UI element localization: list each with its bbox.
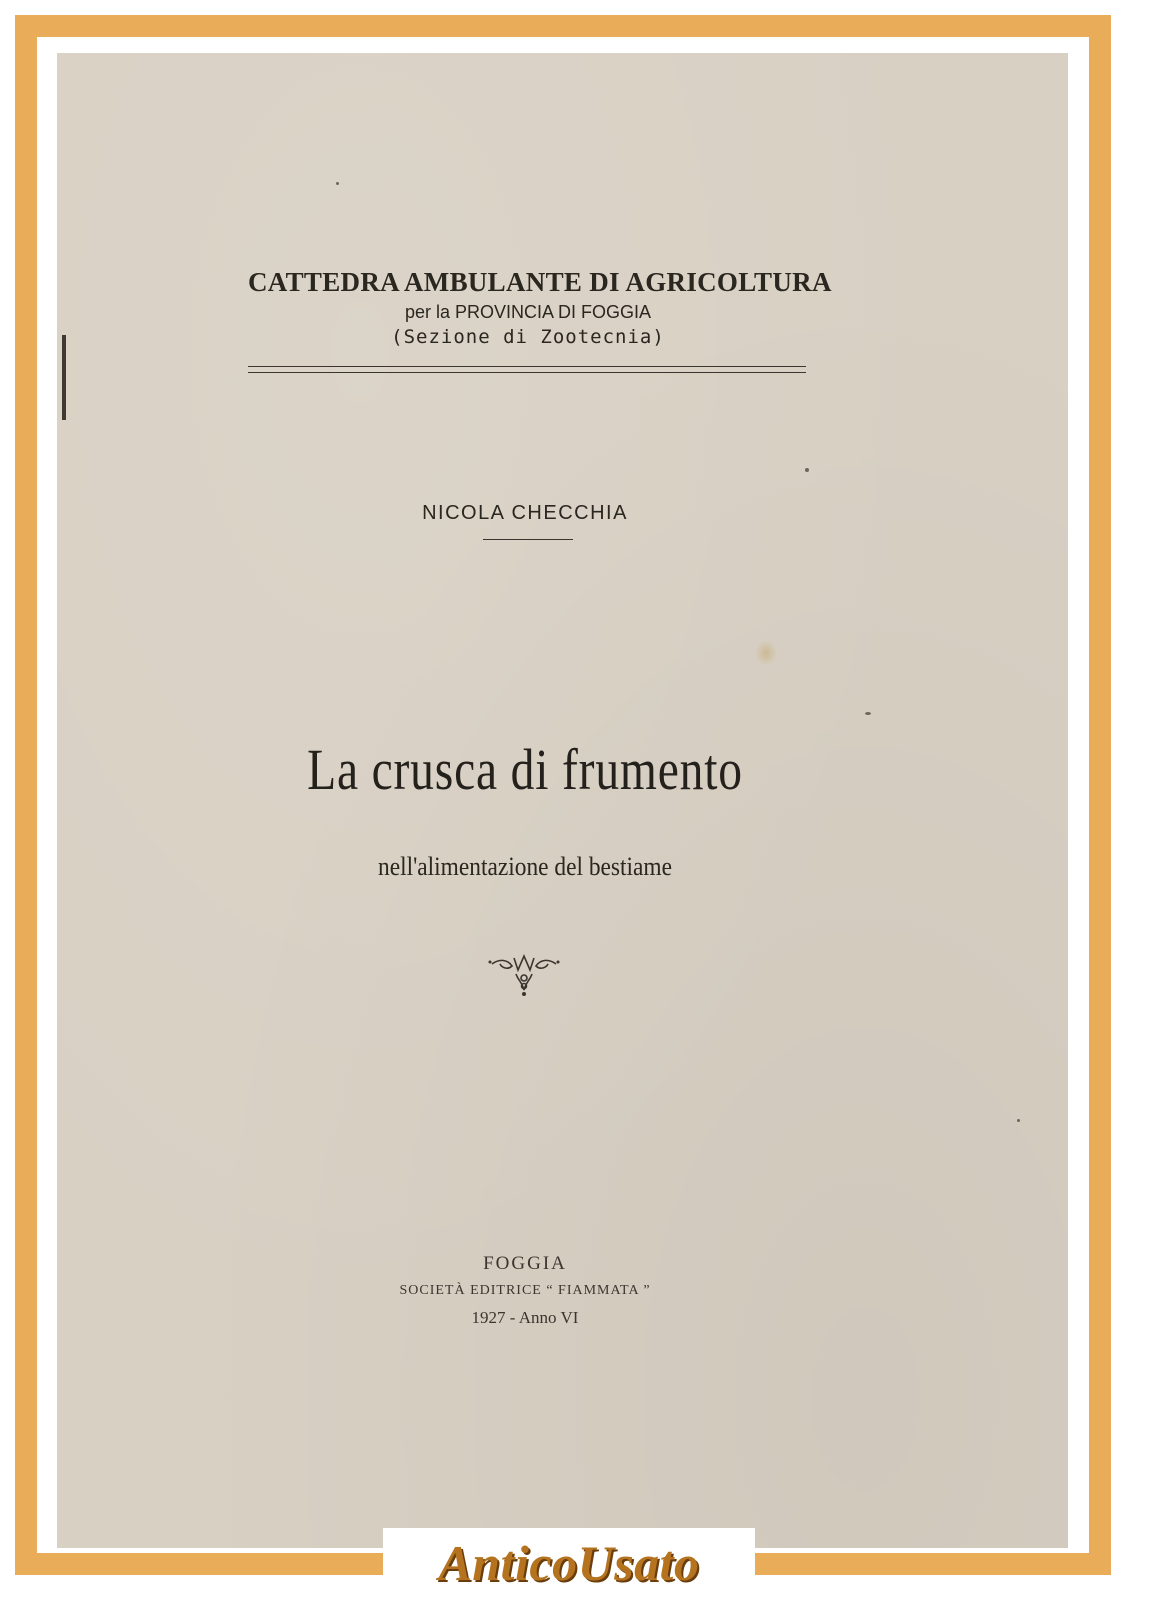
imprint-publisher: SOCIETÀ EDITRICE “ FIAMMATA ” (399, 1283, 651, 1298)
paper-stain (755, 640, 777, 666)
paper-speck (1017, 1119, 1020, 1122)
province-line: per la PROVINCIA DI FOGGIA (404, 302, 652, 322)
fleuron-ornament-icon (488, 950, 560, 1000)
header-double-rule (248, 366, 806, 373)
section-line: (Sezione di Zootecnia) (391, 326, 665, 348)
imprint-city: FOGGIA (483, 1253, 567, 1274)
watermark-logo-text: AnticoUsato (438, 1535, 700, 1591)
imprint-year: 1927 - Anno VI (471, 1308, 579, 1327)
watermark-logo (383, 1528, 755, 1600)
author-name: NICOLA CHECCHIA (422, 502, 628, 524)
book-title: La crusca di frumento (307, 737, 743, 802)
author-underline (483, 539, 573, 540)
institution-header (248, 264, 832, 350)
book-subtitle: nell'alimentazione del bestiame (377, 852, 672, 881)
institution-name: CATTEDRA AMBULANTE DI AGRICOLTURA (248, 267, 832, 297)
paper-speck (805, 468, 809, 472)
paper-speck (336, 182, 339, 185)
paper-speck (865, 712, 871, 715)
publisher-imprint (340, 1250, 710, 1332)
spine-staple-mark (62, 335, 66, 420)
